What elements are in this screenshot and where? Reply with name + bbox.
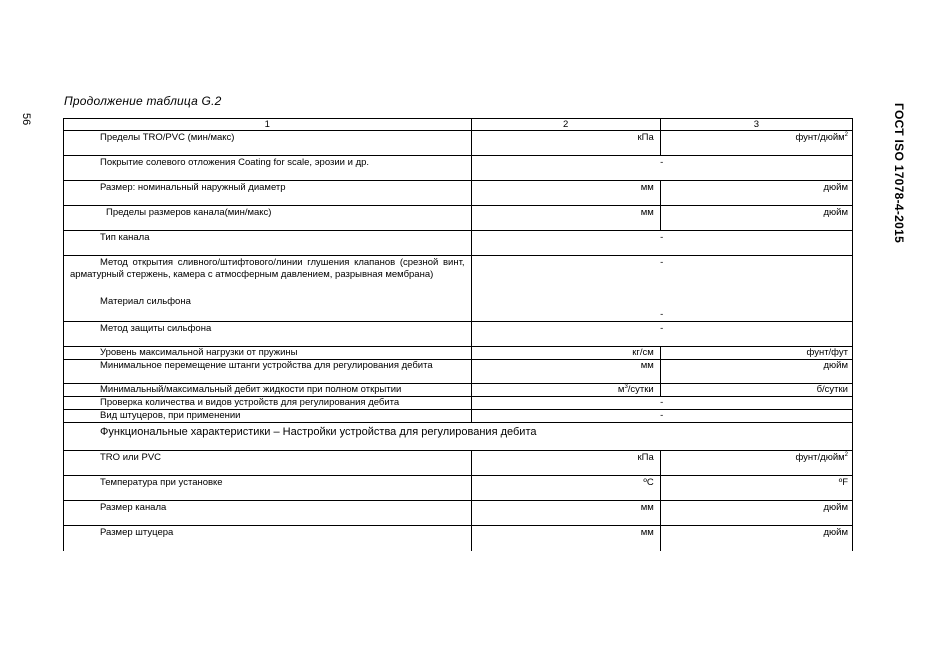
table-row [64, 156, 853, 181]
table-row [64, 501, 853, 526]
unit-si: кПа [471, 131, 660, 156]
section-heading: Функциональные характеристики – Настройки устройства для регулирования дебита [64, 423, 853, 451]
row-label: Размер штуцера [64, 526, 472, 551]
unit-si: кПа [471, 451, 660, 476]
table-row [64, 181, 853, 206]
unit-us: дюйм [660, 526, 852, 551]
merged-value: - [471, 322, 852, 347]
unit-us: фунт/дюйм$^2$ [660, 451, 852, 476]
column-header-3: 3 [660, 119, 852, 131]
unit-si: ºC [471, 476, 660, 501]
merged-value: - [471, 231, 852, 256]
unit-us: дюйм [660, 501, 852, 526]
table-header-row [64, 119, 853, 131]
page-number: 56 [20, 113, 32, 126]
unit-us: дюйм [660, 181, 852, 206]
standard-designation: ГОСТ ISO 17078-4-2015 [892, 103, 906, 244]
table-row [64, 384, 853, 397]
row-label: Вид штуцеров, при применении [64, 410, 472, 423]
row-label: Минимальное перемещение штанги устройства для регулирования дебита [64, 360, 472, 384]
table-row [64, 397, 853, 410]
unit-si: мм [471, 360, 660, 384]
merged-sub-value: - [660, 309, 664, 320]
merged-value: - [471, 410, 852, 423]
table-row [64, 131, 853, 156]
unit-us: фунт/фут [660, 347, 852, 360]
row-label: Уровень максимальной нагрузки от пружины [64, 347, 472, 360]
unit-us: б/сутки [660, 384, 852, 397]
table-row [64, 360, 853, 384]
table-row [64, 476, 853, 501]
section-heading-row [64, 423, 853, 451]
unit-si: мм [471, 501, 660, 526]
row-label: Покрытие солевого отложения Coating for scale, эрозии и др. [64, 156, 472, 181]
merged-value: - [471, 156, 852, 181]
table-row [64, 526, 853, 551]
unit-si: мм [471, 206, 660, 231]
merged-value-cell [471, 256, 852, 322]
unit-us: дюйм [660, 206, 852, 231]
table-row [64, 206, 853, 231]
table-row [64, 231, 853, 256]
row-label: Пределы TRO/PVC (мин/макс) [64, 131, 472, 156]
row-label: Тип канала [64, 231, 472, 256]
unit-si: кг/см [471, 347, 660, 360]
row-label: Размер канала [64, 501, 472, 526]
row-label: Размер: номинальный наружный диаметр [64, 181, 472, 206]
table-continuation-caption: Продолжение таблица G.2 [64, 94, 222, 108]
column-header-2: 2 [471, 119, 660, 131]
column-header-1: 1 [64, 119, 472, 131]
row-label: Проверка количества и видов устройств для регулирования дебита [64, 397, 472, 410]
row-label: TRO или PVC [64, 451, 472, 476]
merged-value: - [471, 397, 852, 410]
table-row [64, 256, 853, 322]
row-label: Минимальный/максимальный дебит жидкости при полном открытии [64, 384, 472, 397]
table-row [64, 410, 853, 423]
unit-si: мм [471, 526, 660, 551]
row-label: Пределы размеров канала(мин/макс) [64, 206, 472, 231]
merged-value: - [660, 257, 664, 268]
unit-us: ºF [660, 476, 852, 501]
unit-si: мм [471, 181, 660, 206]
row-label: Температура при установке [64, 476, 472, 501]
unit-us: фунт/дюйм$^2$ [660, 131, 852, 156]
row-label: Метод защиты сильфона [64, 322, 472, 347]
row-sub-label: Материал сильфона [100, 296, 191, 307]
unit-si: $м^3$/сутки [471, 384, 660, 397]
unit-us: дюйм [660, 360, 852, 384]
table-row [64, 451, 853, 476]
spec-table [63, 118, 853, 551]
row-label: Метод открытия сливного/штифтового/линии глушения клапанов (срезной винт, арматурный стержень, камера с атмосферным давлением, разрывная мембрана) [70, 257, 465, 280]
table-row [64, 322, 853, 347]
table-row [64, 347, 853, 360]
row-label-cell [64, 256, 472, 322]
